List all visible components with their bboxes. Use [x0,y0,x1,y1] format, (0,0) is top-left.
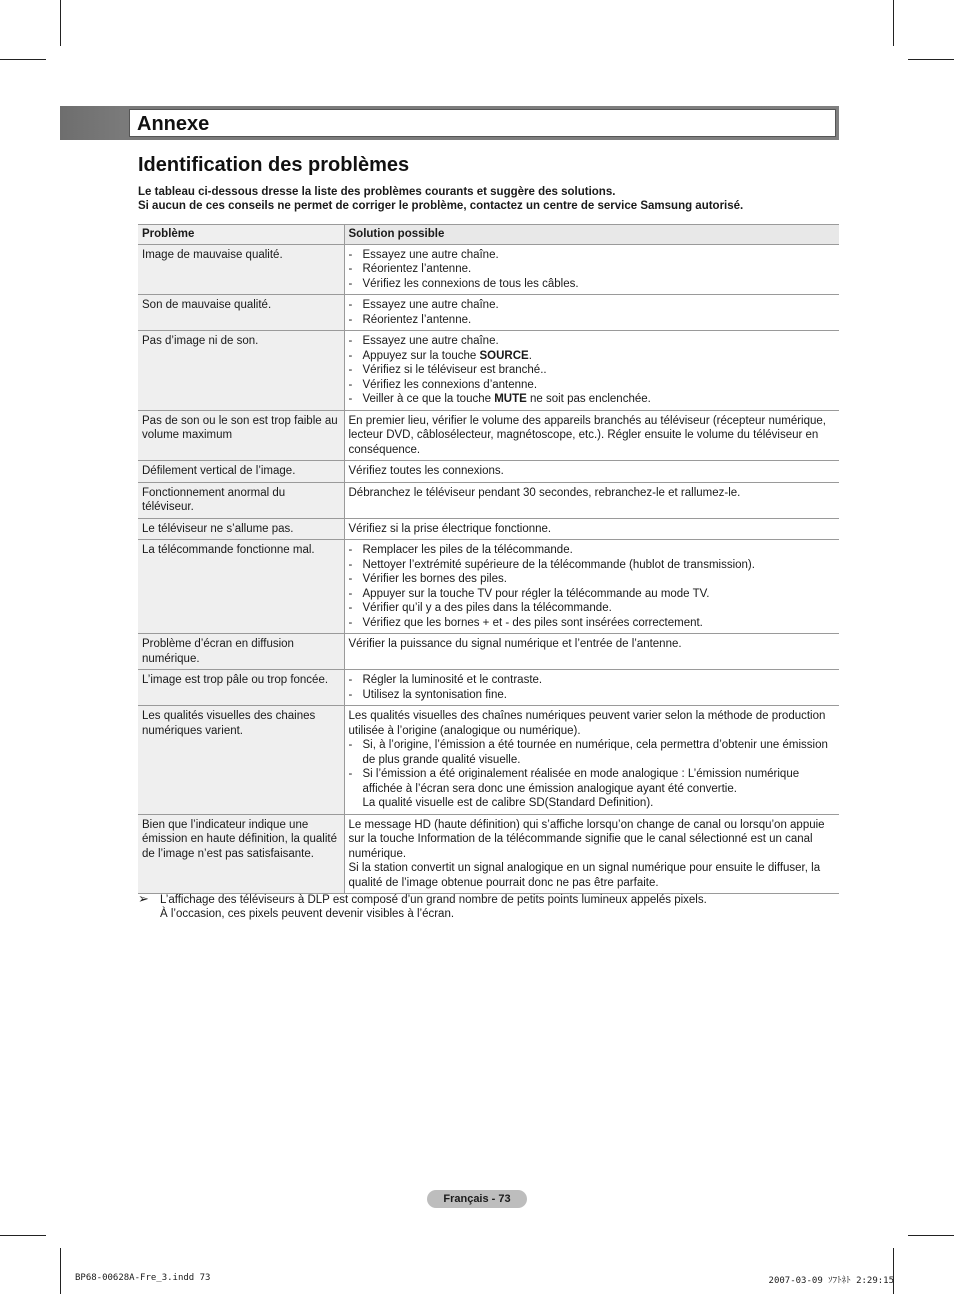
solution-item: - Essayez une autre chaîne. [349,298,836,313]
problem-cell: Son de mauvaise qualité. [138,295,344,331]
solution-item: - Appuyez sur la touche SOURCE. [349,349,836,364]
solution-cell [344,634,839,670]
table-row [138,244,839,295]
solution-list [349,334,836,407]
problem-cell: L’image est trop pâle ou trop foncée. [138,670,344,706]
note [138,893,838,921]
page-number-badge: Français - 73 [427,1190,527,1208]
solution-item: - Vérifier les bornes des piles. [349,572,836,587]
intro-line: Le tableau ci-dessous dresse la liste des problèmes courants et suggère des solutions. [138,186,616,198]
section-header-bar [60,106,839,140]
problem-cell: Image de mauvaise qualité. [138,244,344,295]
problem-cell: La télécommande fonctionne mal. [138,540,344,634]
solution-list [349,673,836,702]
problem-cell: Fonctionnement anormal du téléviseur. [138,482,344,518]
note-line: À l’occasion, ces pixels peuvent devenir visibles à l’écran. [160,908,455,920]
troubleshooting-table [138,224,839,894]
problem-cell: Défilement vertical de l’image. [138,461,344,483]
intro-line: Si aucun de ces conseils ne permet de corriger le problème, contactez un centre de service Samsung autorisé. [138,200,744,212]
problem-cell: Pas d’image ni de son. [138,331,344,411]
solution-cell [344,540,839,634]
solution-cell [344,518,839,540]
solution-item: - Réorientez l’antenne. [349,262,836,277]
table-row [138,670,839,706]
solution-item: - Vérifier qu’il y a des piles dans la télécommande. [349,601,836,616]
note-arrow-icon: ➢ [138,891,149,906]
solution-text: Vérifier la puissance du signal numérique et l’entrée de l’antenne. [348,638,682,650]
crop-mark [893,0,894,46]
solution-cell [344,482,839,518]
solution-item: - Régler la luminosité et le contraste. [349,673,836,688]
solution-item: - Si l’émission a été originalement réalisée en mode analogique : L’émission numérique affichée à l’écran sera donc une émission analogique ayant été convertie. La qualité visuelle est de calibre SD(Standard Definition). [349,767,836,811]
solution-item: - Essayez une autre chaîne. [349,334,836,349]
crop-mark [893,1248,894,1294]
table-row [138,461,839,483]
crop-mark [60,1248,61,1294]
solution-item: - Remplacer les piles de la télécommande. [349,543,836,558]
solution-text: Vérifiez toutes les connexions. [348,465,504,477]
table-row [138,814,839,894]
solution-item: - Si, à l’origine, l’émission a été tournée en numérique, cela permettra d’obtenir une émission de plus grande qualité visuelle. [349,738,836,767]
intro-text [138,185,838,213]
crop-mark [0,59,46,60]
solution-list [349,738,836,811]
solution-list [349,543,836,630]
table-row [138,410,839,461]
table-row [138,482,839,518]
footer-file: BP68-00628A-Fre_3.indd 73 [75,1273,211,1283]
solution-text: Le message HD (haute définition) qui s’affiche lorsqu’on change de canal ou lorsqu’on appuie sur la touche Information de la télécommande signifie que le canal sélectionné est un canal numérique. [348,818,825,860]
table-row [138,634,839,670]
header-problem: Problème [138,225,344,245]
table-row [138,518,839,540]
solution-item: - Veiller à ce que la touche MUTE ne soit pas enclenchée. [349,392,836,407]
solution-list [349,248,836,292]
solution-cell [344,670,839,706]
solution-item: - Essayez une autre chaîne. [349,248,836,263]
solution-cell [344,706,839,815]
solution-cell [344,295,839,331]
solution-item: - Utilisez la syntonisation fine. [349,688,836,703]
solution-text: Débranchez le téléviseur pendant 30 secondes, rebranchez-le et rallumez-le. [348,486,741,499]
button-name: MUTE [494,393,527,405]
page-title: Identification des problèmes [138,154,410,176]
problem-cell: Le téléviseur ne s’allume pas. [138,518,344,540]
solution-item: - Vérifiez les connexions d’antenne. [349,378,836,393]
solution-item: - Nettoyer l’extrémité supérieure de la télécommande (hublot de transmission). [349,558,836,573]
table-body [138,244,839,894]
crop-mark [0,1235,46,1236]
table-row [138,706,839,815]
solution-cell [344,410,839,461]
table-row [138,540,839,634]
note-line: L’affichage des téléviseurs à DLP est composé d’un grand nombre de petits points lumineux appelés pixels. [160,894,707,906]
solution-cell [344,331,839,411]
solution-text: Les qualités visuelles des chaînes numériques peuvent varier selon la méthode de production utilisée à l’origine (analogique ou numérique). [348,710,826,737]
solution-item: - Appuyer sur la touche TV pour régler la télécommande au mode TV. [349,587,836,602]
section-title: Annexe [137,113,210,135]
button-name: SOURCE [479,349,529,362]
solution-text: Vérifiez si la prise électrique fonctionne. [348,522,552,535]
solution-item: - Vérifiez les connexions de tous les câbles. [349,277,836,292]
table-row [138,331,839,411]
footer-timestamp: 2007-03-09 ｿﾌﾄﾈﾄ 2:29:15 [768,1276,894,1286]
solution-cell [344,461,839,483]
table-header-row [138,225,839,245]
section-header-box [129,109,836,137]
problem-cell: Les qualités visuelles des chaines numériques varient. [138,706,344,815]
crop-mark [908,59,954,60]
table-row [138,295,839,331]
solution-list [349,298,836,327]
solution-item: - Vérifiez si le téléviseur est branché.. [349,363,836,378]
solution-text: En premier lieu, vérifier le volume des appareils branchés au téléviseur (récepteur numérique, lecteur DVD, câblosélecteur, magnétoscope, etc.). Régler ensuite le volume du téléviseur en conséquence. [348,414,826,456]
problem-cell: Bien que l’indicateur indique une émission en haute définition, la qualité de l’image n’est pas satisfaisante. [138,814,344,894]
crop-mark [908,1235,954,1236]
problem-cell: Pas de son ou le son est trop faible au volume maximum [138,410,344,461]
solution-text: Si la station convertit un signal analogique en un signal numérique pour ensuite le diffuser, la qualité de l’image obtenue pourrait donc ne pas être parfaite. [348,862,821,889]
header-solution: Solution possible [344,225,839,245]
problem-cell: Problème d’écran en diffusion numérique. [138,634,344,670]
solution-cell [344,814,839,894]
solution-item: - Réorientez l’antenne. [349,313,836,328]
solution-item: - Vérifiez que les bornes + et - des piles sont insérées correctement. [349,616,836,631]
solution-cell [344,244,839,295]
crop-mark [60,0,61,46]
